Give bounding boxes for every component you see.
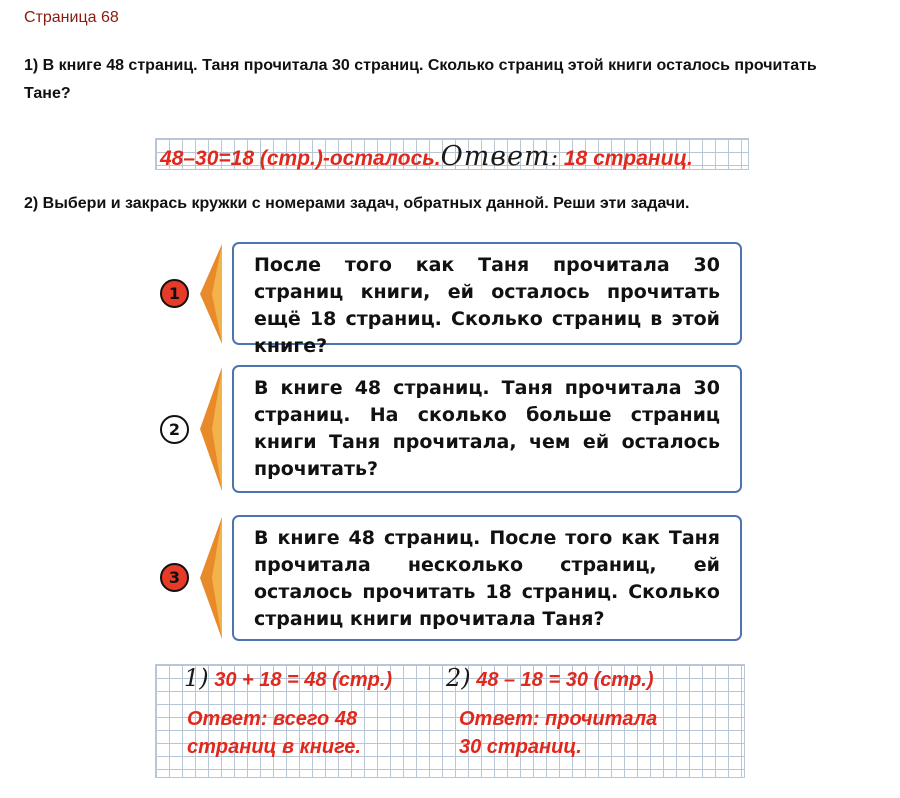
- problem-3-text: В книге 48 страниц. После того как Таня прочитала несколько страниц, ей осталось прочитать 18 страниц. Сколько страниц книги прочитала Таня?: [254, 527, 720, 630]
- task-1-answer-colon: :: [550, 146, 559, 171]
- problem-2-card: [232, 365, 742, 493]
- solution-1-answer-line-1: Ответ: всего 48: [187, 708, 358, 730]
- solution-2-equation: 48 – 18 = 30 (стр.): [476, 669, 654, 691]
- problem-3-card: [232, 515, 742, 641]
- task-1-text: 1) В книге 48 страниц. Таня прочитала 30 страниц. Сколько страниц этой книги осталось прочитать Тане?: [24, 57, 817, 102]
- task-1-equation: 48–30=18 (стр.)-осталось.: [160, 147, 441, 170]
- page-title: Страница 68: [24, 9, 119, 26]
- solution-1-answer-line-2: страниц в книге.: [187, 736, 361, 758]
- solution-1-equation: 30 + 18 = 48 (стр.): [214, 669, 393, 691]
- solution-1-equation-line: [184, 664, 392, 692]
- problem-1-number: 1: [168, 284, 181, 303]
- problem-2-circle[interactable]: [160, 415, 189, 444]
- problem-3-pointer-arrow: [200, 517, 222, 639]
- solution-1-label: 1): [184, 664, 209, 692]
- solution-2-equation-line: [446, 664, 654, 692]
- task-1-answer-word: Ответ: [440, 141, 551, 172]
- task-1-solution: [160, 141, 693, 172]
- problem-3-circle[interactable]: [160, 563, 189, 592]
- problem-2-text: В книге 48 страниц. Таня прочитала 30 страниц. На сколько больше страниц книги Таня прочитала, чем ей осталось прочитать?: [254, 377, 720, 480]
- problem-1-pointer-arrow: [200, 244, 222, 344]
- solution-2-answer-line-2: 30 страниц.: [459, 736, 582, 758]
- problem-2-number: 2: [168, 420, 181, 439]
- problem-1-circle[interactable]: [160, 279, 189, 308]
- solution-2-answer-line-1: Ответ: прочитала: [459, 708, 658, 730]
- problem-3-number: 3: [168, 568, 181, 587]
- problem-2-pointer-arrow: [200, 367, 222, 491]
- solution-2-label: 2): [446, 664, 471, 692]
- task-1-answer-value: 18 страниц.: [563, 147, 693, 170]
- task-2-text: 2) Выбери и закрась кружки с номерами задач, обратных данной. Реши эти задачи.: [24, 195, 690, 212]
- problem-1-card: [232, 242, 742, 357]
- problem-1-text: После того как Таня прочитала 30 страниц книги, ей осталось прочитать ещё 18 страниц. Сколько страниц в этой книге?: [254, 254, 720, 357]
